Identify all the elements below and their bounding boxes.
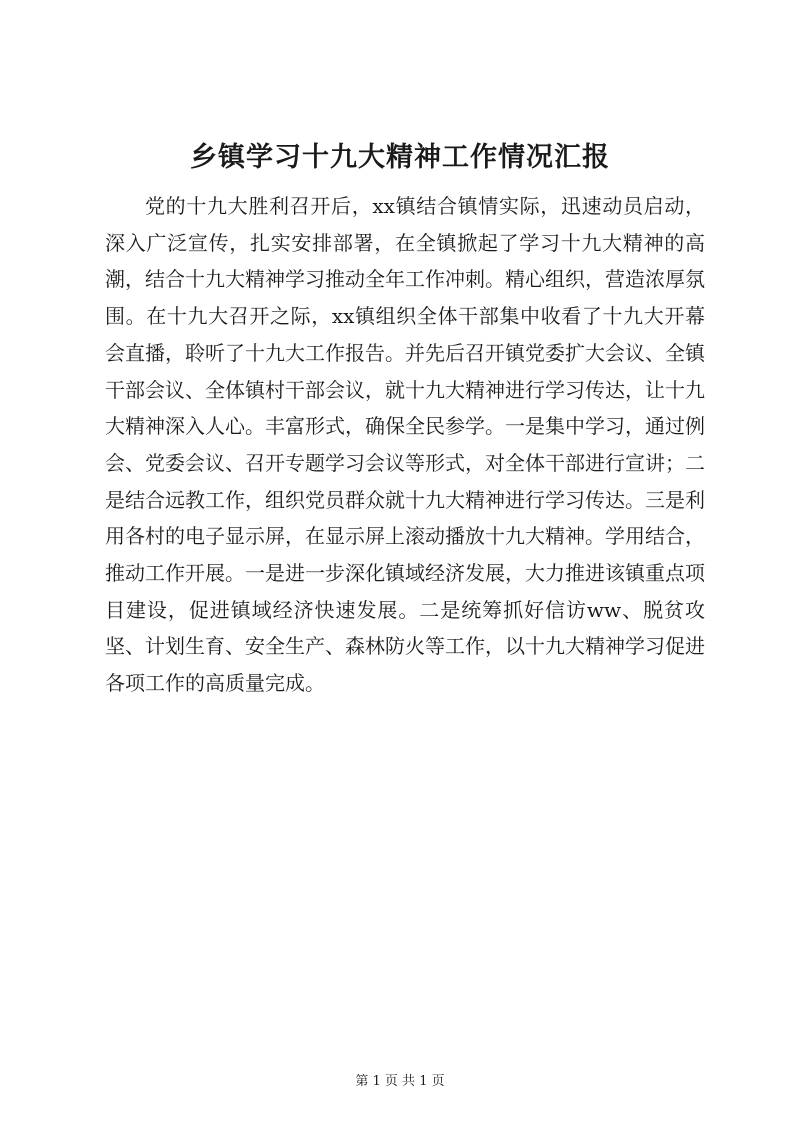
document-body-paragraph: 党的十九大胜利召开后，xx镇结合镇情实际，迅速动员启动，深入广泛宣传，扎实安排部署，在全镇掀起了学习十九大精神的高潮，结合十九大精神学习推动全年工作冲刺。精心组织，营造浓厚氛围。在十九大召开之际，xx镇组织全体干部集中收看了十九大开幕会直播，聆听了十九大工作报告。并先后召开镇党委扩大会议、全镇干部会议、全体镇村干部会议，就十九大精神进行学习传达，让十九大精神深入人心。丰富形式，确保全民参学。一是集中学习，通过例会、党委会议、召开专题学习会议等形式，对全体干部进行宣讲；二是结合远教工作，组织党员群众就十九大精神进行学习传达。三是利用各村的电子显示屏，在显示屏上滚动播放十九大精神。学用结合，推动工作开展。一是进一步深化镇域经济发展，大力推进该镇重点项目建设，促进镇域经济快速发展。二是统筹抓好信访ww、脱贫攻坚、计划生育、安全生产、森林防火等工作，以十九大精神学习促进各项工作的高质量完成。 [105,194,705,696]
page-footer: 第 1 页 共 1 页 [355,1074,445,1089]
document-title: 乡镇学习十九大精神工作情况汇报 [190,142,610,173]
